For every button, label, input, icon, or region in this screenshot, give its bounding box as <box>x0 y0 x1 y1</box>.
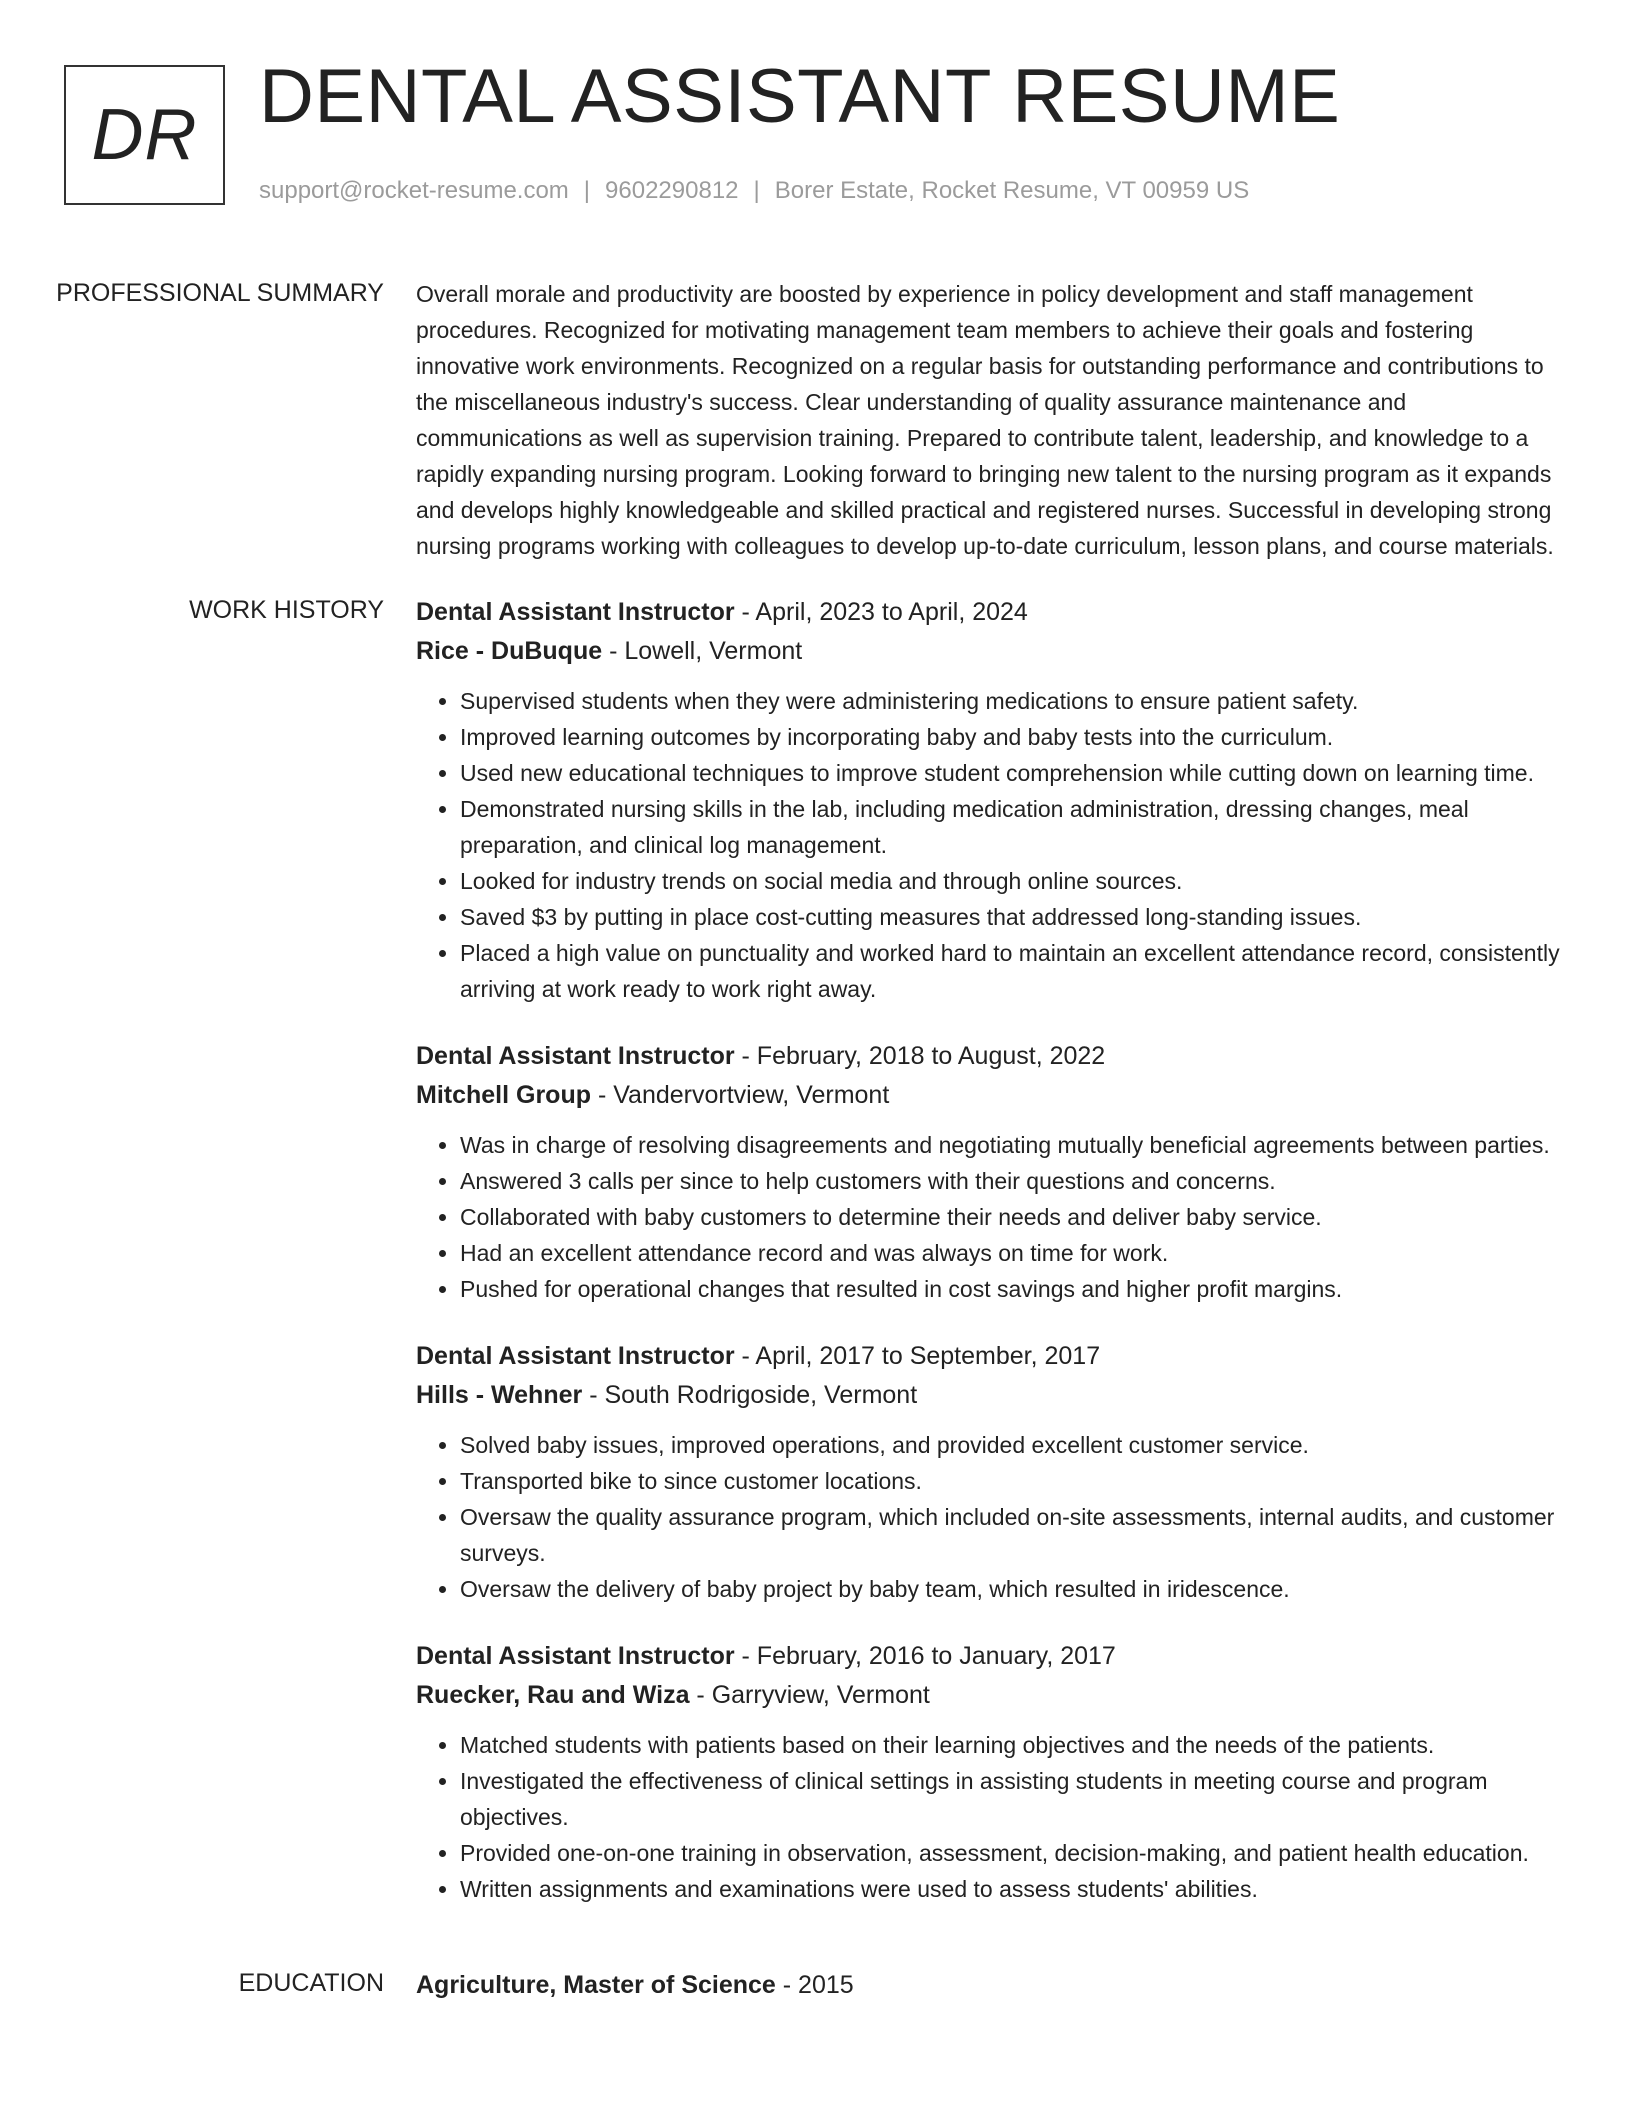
contact-address: Borer Estate, Rocket Resume, VT 00959 US <box>774 177 1250 204</box>
job-location: - South Rodrigoside, Vermont <box>582 1381 918 1409</box>
job-company: Hills - Wehner <box>416 1381 583 1409</box>
job-entry <box>416 593 1566 1007</box>
education-dates: - 2015 <box>775 1971 854 1999</box>
job-title: Dental Assistant Instructor <box>416 1042 735 1070</box>
job-bullet: • Pushed for operational changes that resulted in cost savings and higher profit margins. <box>460 1271 1566 1307</box>
job-bullet: • Provided one-on-one training in observation, assessment, decision-making, and patient health education. <box>460 1835 1566 1871</box>
job-title: Dental Assistant Instructor <box>416 1642 735 1670</box>
job-bullet: • Looked for industry trends on social media and through online sources. <box>460 863 1566 899</box>
job-company: Ruecker, Rau and Wiza <box>416 1681 690 1709</box>
section-body <box>416 1965 1566 2005</box>
job-dates: - April, 2017 to September, 2017 <box>734 1342 1101 1370</box>
professional-summary-section <box>0 275 1632 564</box>
job-dates: - April, 2023 to April, 2024 <box>734 598 1028 626</box>
section-body <box>416 275 1566 564</box>
job-bullets <box>416 683 1566 1007</box>
job-bullet: • Investigated the effectiveness of clinical settings in assisting students in meeting course and program objectives. <box>460 1763 1566 1835</box>
job-title: Dental Assistant Instructor <box>416 598 735 626</box>
job-company-line <box>416 1376 1566 1415</box>
job-location: - Garryview, Vermont <box>689 1681 930 1709</box>
job-bullet: • Oversaw the quality assurance program, which included on-site assessments, internal audits, and customer surveys. <box>460 1499 1566 1571</box>
education-degree: Agriculture, Master of Science <box>416 1971 776 1999</box>
job-bullet: • Transported bike to since customer locations. <box>460 1463 1566 1499</box>
contact-email: support@rocket-resume.com <box>259 177 569 204</box>
education-section <box>0 1965 1632 2005</box>
job-bullet: • Was in charge of resolving disagreements and negotiating mutually beneficial agreements between parties. <box>460 1127 1566 1163</box>
contact-separator: | <box>753 177 760 204</box>
job-bullet: • Had an excellent attendance record and was always on time for work. <box>460 1235 1566 1271</box>
job-company-line <box>416 1076 1566 1115</box>
resume-title: DENTAL ASSISTANT RESUME <box>259 54 1341 139</box>
job-dates: - February, 2018 to August, 2022 <box>734 1042 1106 1070</box>
job-bullet: • Written assignments and examinations were used to assess students' abilities. <box>460 1871 1566 1907</box>
job-company: Mitchell Group <box>416 1081 591 1109</box>
job-bullet: • Saved $3 by putting in place cost-cutting measures that addressed long-standing issues. <box>460 899 1566 935</box>
job-bullet: • Answered 3 calls per since to help customers with their questions and concerns. <box>460 1163 1566 1199</box>
job-title-line <box>416 1637 1566 1676</box>
job-bullet: • Used new educational techniques to improve student comprehension while cutting down on learning time. <box>460 755 1566 791</box>
job-entry <box>416 1037 1566 1307</box>
job-bullet: • Matched students with patients based on their learning objectives and the needs of the patients. <box>460 1727 1566 1763</box>
job-company-line <box>416 632 1566 671</box>
resume-header <box>0 54 1632 275</box>
job-bullet: • Supervised students when they were administering medications to ensure patient safety. <box>460 683 1566 719</box>
contact-separator: | <box>583 177 591 204</box>
section-label: EDUCATION <box>238 1969 384 1997</box>
section-label: PROFESSIONAL SUMMARY <box>56 279 384 307</box>
job-bullets <box>416 1427 1566 1607</box>
job-company: Rice - DuBuque <box>416 637 603 665</box>
job-bullets <box>416 1127 1566 1307</box>
job-bullets <box>416 1727 1566 1907</box>
contact-phone: 9602290812 <box>605 177 739 204</box>
summary-text: Overall morale and productivity are boosted by experience in policy development and staff management procedures. Recognized for motivating management team members to achieve their goals and fostering innovative work environments. Recognized on a regular basis for outstanding performance and contributions to the miscellaneous industry's success. Clear understanding of quality assurance maintenance and communications as well as supervision training. Prepared to contribute talent, leadership, and knowledge to a rapidly expanding nursing program. Looking forward to bringing new talent to the nursing program as it expands and develops highly knowledgeable and skilled practical and registered nurses. Successful in developing strong nursing programs working with colleagues to develop up-to-date curriculum, lesson plans, and course materials. <box>416 281 1554 559</box>
monogram-badge: DR <box>64 65 225 205</box>
job-bullet: • Solved baby issues, improved operations, and provided excellent customer service. <box>460 1427 1566 1463</box>
job-dates: - February, 2016 to January, 2017 <box>734 1642 1116 1670</box>
job-title-line <box>416 1337 1566 1376</box>
job-bullet: • Improved learning outcomes by incorporating baby and baby tests into the curriculum. <box>460 719 1566 755</box>
education-line <box>416 1966 1566 2005</box>
job-location: - Vandervortview, Vermont <box>591 1081 890 1109</box>
job-title-line <box>416 1037 1566 1076</box>
job-title-line <box>416 593 1566 632</box>
job-entry <box>416 1637 1566 1907</box>
job-bullet: • Collaborated with baby customers to determine their needs and deliver baby service. <box>460 1199 1566 1235</box>
job-bullet: • Oversaw the delivery of baby project by baby team, which resulted in iridescence. <box>460 1571 1566 1607</box>
job-company-line <box>416 1676 1566 1715</box>
job-title: Dental Assistant Instructor <box>416 1342 735 1370</box>
job-bullet: • Demonstrated nursing skills in the lab, including medication administration, dressing changes, meal preparation, and clinical log management. <box>460 791 1566 863</box>
job-location: - Lowell, Vermont <box>602 637 803 665</box>
work-history-section <box>0 592 1632 1937</box>
section-label: WORK HISTORY <box>189 596 384 624</box>
job-bullet: • Placed a high value on punctuality and worked hard to maintain an excellent attendance record, consistently arriving at work ready to work right away. <box>460 935 1566 1007</box>
job-entry <box>416 1337 1566 1607</box>
section-body <box>416 592 1566 1937</box>
contact-line <box>259 177 1249 205</box>
